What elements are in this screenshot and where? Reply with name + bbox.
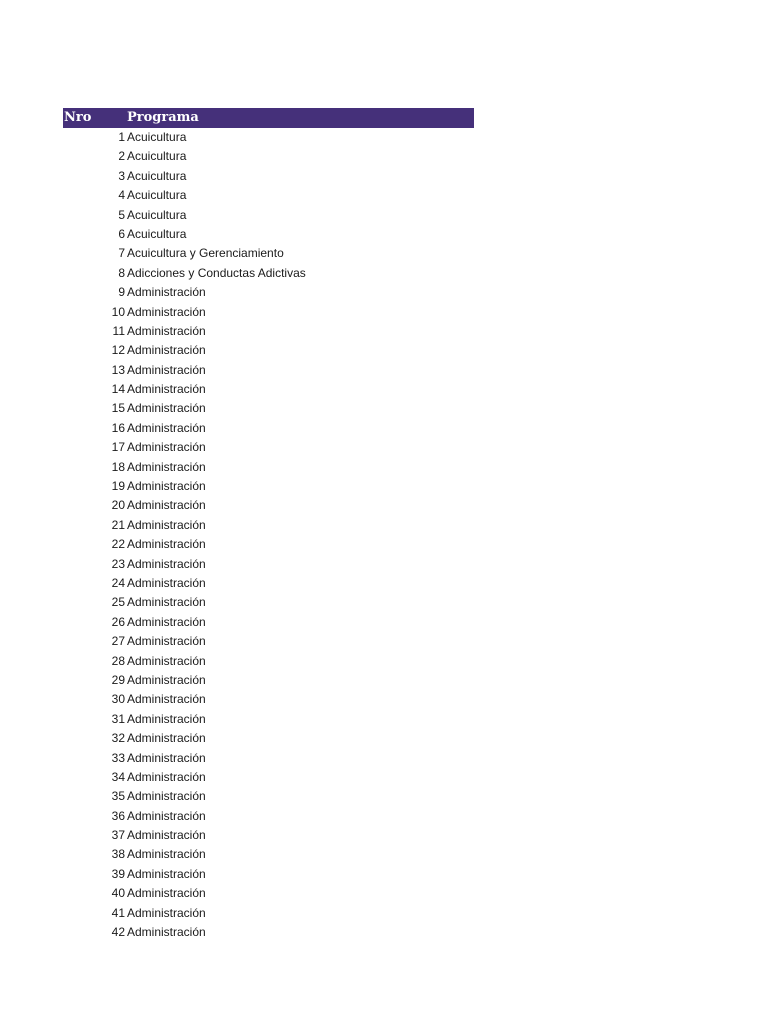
row-number: 40 [111,886,125,901]
table-row [63,729,474,748]
table-row [63,458,474,477]
program-name: Administración [127,343,206,358]
row-number: 29 [111,672,125,687]
program-name: Administración [127,653,206,668]
table-row [63,613,474,632]
row-number: 39 [111,866,125,881]
row-number: 35 [111,789,125,804]
row-number: 13 [111,362,125,377]
program-name: Acuicultura [127,188,187,203]
row-number: 34 [111,769,125,784]
table-row [63,652,474,671]
program-name: Administración [127,905,206,920]
row-number: 19 [111,479,125,494]
table-row [63,322,474,341]
row-number: 18 [111,459,125,474]
table-row [63,826,474,845]
table-row [63,574,474,593]
program-name: Administración [127,828,206,843]
row-number: 21 [111,517,125,532]
program-name: Administración [127,323,206,338]
table-row [63,496,474,515]
table-row [63,419,474,438]
row-number: 42 [111,925,125,940]
row-number: 20 [111,498,125,513]
program-name: Acuicultura [127,149,187,164]
row-number: 28 [111,653,125,668]
program-name: Acuicultura [127,226,187,241]
table-row [63,341,474,360]
table-row [63,690,474,709]
row-number: 16 [111,420,125,435]
program-name: Administración [127,498,206,513]
row-number: 27 [111,634,125,649]
table-row [63,361,474,380]
row-number: 12 [111,343,125,358]
program-name: Administración [127,537,206,552]
program-name: Administración [127,362,206,377]
table-row [63,632,474,651]
program-name: Administración [127,847,206,862]
program-name: Administración [127,479,206,494]
row-number: 3 [118,168,125,183]
program-name: Administración [127,304,206,319]
program-name: Administración [127,459,206,474]
program-name: Administración [127,517,206,532]
row-number: 36 [111,808,125,823]
row-number: 23 [111,556,125,571]
table-row [63,904,474,923]
table-row [63,865,474,884]
table-row [63,845,474,864]
table-row [63,206,474,225]
program-name: Administración [127,614,206,629]
table-row [63,768,474,787]
table-row [63,535,474,554]
row-number: 6 [118,226,125,241]
table-row [63,555,474,574]
table-row [63,128,474,147]
table-row [63,923,474,942]
program-name: Administración [127,731,206,746]
table-row [63,147,474,166]
program-name: Administración [127,769,206,784]
spreadsheet-table [63,108,474,942]
table-row [63,399,474,418]
program-name: Administración [127,866,206,881]
program-name: Acuicultura y Gerenciamiento [127,246,284,261]
program-name: Administración [127,925,206,940]
program-name: Administración [127,440,206,455]
table-header [63,108,474,128]
column-header-programa: Programa [127,110,199,125]
row-number: 15 [111,401,125,416]
row-number: 41 [111,905,125,920]
row-number: 32 [111,731,125,746]
table-row [63,303,474,322]
table-row [63,671,474,690]
row-number: 4 [118,188,125,203]
row-number: 22 [111,537,125,552]
row-number: 17 [111,440,125,455]
row-number: 10 [111,304,125,319]
table-row [63,283,474,302]
row-number: 7 [118,246,125,261]
row-number: 33 [111,750,125,765]
row-number: 5 [118,207,125,222]
program-name: Administración [127,672,206,687]
program-name: Acuicultura [127,168,187,183]
program-name: Administración [127,556,206,571]
table-row [63,438,474,457]
table-row [63,477,474,496]
program-name: Acuicultura [127,207,187,222]
row-number: 31 [111,711,125,726]
table-row [63,884,474,903]
row-number: 9 [118,285,125,300]
table-row [63,787,474,806]
program-name: Administración [127,789,206,804]
program-name: Administración [127,692,206,707]
row-number: 37 [111,828,125,843]
table-row [63,186,474,205]
row-number: 8 [118,265,125,280]
row-number: 38 [111,847,125,862]
row-number: 25 [111,595,125,610]
table-row [63,167,474,186]
row-number: 14 [111,382,125,397]
program-name: Administración [127,808,206,823]
table-row [63,264,474,283]
program-name: Administración [127,575,206,590]
table-row [63,225,474,244]
program-name: Administración [127,382,206,397]
program-name: Administración [127,750,206,765]
table-row [63,749,474,768]
table-row [63,244,474,263]
row-number: 1 [118,130,125,144]
row-number: 11 [112,323,125,338]
row-number: 30 [111,692,125,707]
row-number: 24 [111,575,125,590]
program-name: Administración [127,886,206,901]
program-name: Adicciones y Conductas Adictivas [127,265,306,280]
row-number: 2 [118,149,125,164]
program-name: Administración [127,401,206,416]
column-header-nro: Nro [64,110,92,125]
program-name: Acuicultura [127,130,187,144]
program-name: Administración [127,711,206,726]
program-name: Administración [127,285,206,300]
table-row [63,593,474,612]
table-row [63,380,474,399]
table-row [63,807,474,826]
program-name: Administración [127,634,206,649]
table-row [63,710,474,729]
program-name: Administración [127,595,206,610]
row-number: 26 [111,614,125,629]
program-name: Administración [127,420,206,435]
table-row [63,516,474,535]
table-body [63,128,474,942]
